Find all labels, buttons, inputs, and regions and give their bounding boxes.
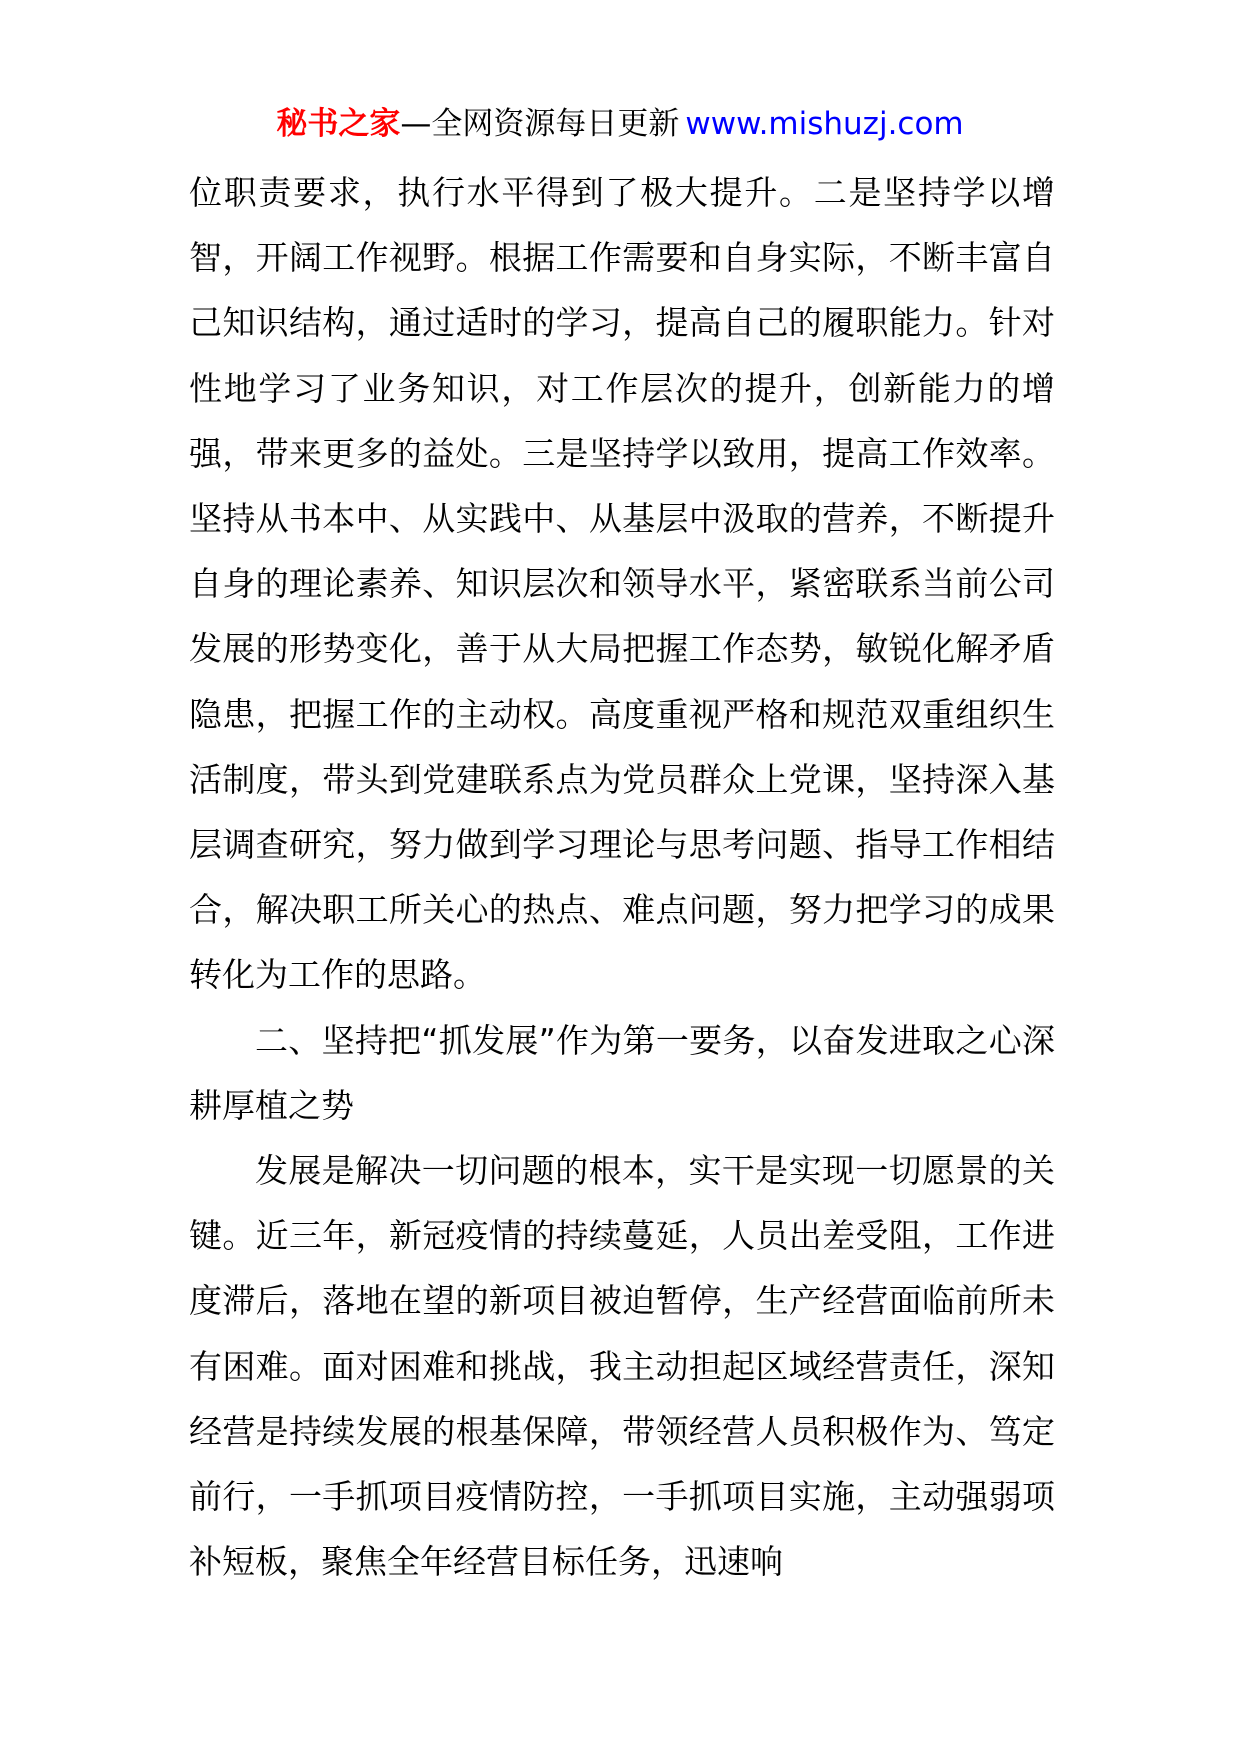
paragraph-development: 发展是解决一切问题的根本，实干是实现一切愿景的关键。近三年，新冠疫情的持续蔓延，人员出差受阻，工作进度滞后，落地在望的新项目被迫暂停，生产经营面临前所未有困难。面对困难和挑战，我主动担起区域经营责任，深知经营是持续发展的根基保障，带领经营人员积极作为、笃定前行，一手抓项目疫情防控，一手抓项目实施，主动强弱项补短板，聚焦全年经营目标任务，迅速响 (189, 1151, 1055, 1582)
section-heading: 二、坚持把“抓发展”作为第一要务，以奋发进取之心深耕厚植之势 (189, 1020, 1055, 1125)
paragraph-continued: 位职责要求，执行水平得到了极大提升。二是坚持学以增智，开阔工作视野。根据工作需要和自身实际，不断丰富自己知识结构，通过适时的学习，提高自己的履职能力。针对性地学习了业务知识，对工作层次的提升，创新能力的增强，带来更多的益处。三是坚持学以致用，提高工作效率。坚持从书本中、从实践中、从基层中汲取的营养，不断提升自身的理论素养、知识层次和领导水平，紧密联系当前公司发展的形势变化，善于从大局把握工作态势，敏锐化解矛盾隐患，把握工作的主动权。高度重视严格和规范双重组织生活制度，带头到党建联系点为党员群众上党课，坚持深入基层调查研究，努力做到学习理论与思考问题、指导工作相结合，解决职工所关心的热点、难点问题，努力把学习的成果转化为工作的思路。 (189, 173, 1055, 995)
page-header (0, 100, 1240, 148)
header-site-url[interactable]: www.mishuzj.com (685, 106, 964, 142)
document-body (189, 160, 1055, 1594)
header-brand: 秘书之家 (276, 106, 401, 142)
header-tagline: —全网资源每日更新 (400, 106, 680, 142)
